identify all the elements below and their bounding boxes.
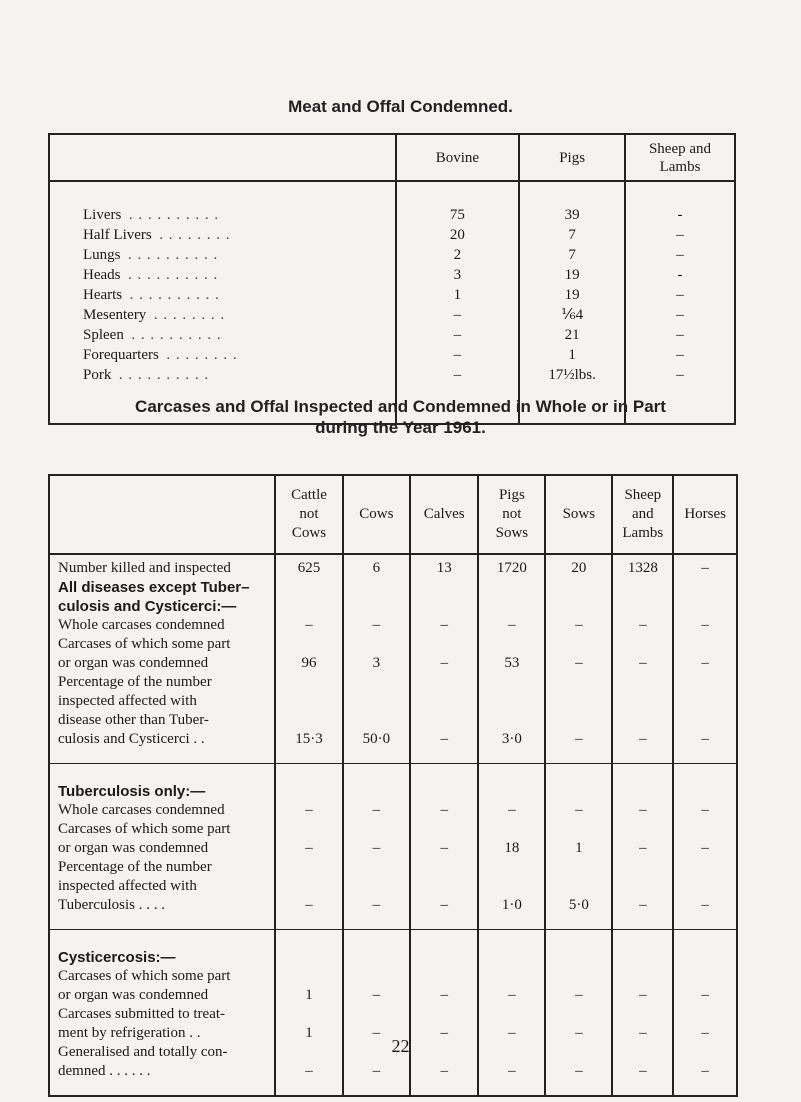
section-title: Tuberculosis only:— xyxy=(58,783,206,800)
offal-condemned-table xyxy=(48,133,736,425)
cell-calves xyxy=(410,635,478,673)
table-row xyxy=(49,325,735,345)
cell-cows xyxy=(343,764,410,821)
cell-value: – xyxy=(305,1063,313,1079)
cell-pigs-not-sows xyxy=(478,930,545,1006)
cell-sows xyxy=(545,858,612,930)
table-row xyxy=(49,820,737,858)
cell-value: – xyxy=(639,840,647,856)
cell-value: – xyxy=(508,617,516,633)
row-label-text: Hearts xyxy=(83,287,123,303)
row-label xyxy=(49,554,275,578)
cell-horses xyxy=(673,820,737,858)
cell-horses xyxy=(673,930,737,1006)
cell-bovine: 20 xyxy=(396,225,520,245)
cell-horses xyxy=(673,578,737,635)
row-label xyxy=(49,325,396,345)
cell-cows xyxy=(343,930,410,1006)
page-number: 22 xyxy=(391,1036,410,1056)
cell-value: – xyxy=(440,987,448,1003)
cell-value: 1720 xyxy=(496,560,527,576)
row-label-line: demned . . . . . . xyxy=(58,1063,151,1079)
cell-sheep-and-lambs xyxy=(612,930,673,1006)
cell-value: – xyxy=(305,802,313,818)
cell-sheep-and-lambs xyxy=(612,673,673,764)
section-heading xyxy=(0,396,801,438)
row-label-line: Percentage of the number xyxy=(58,859,212,875)
cell-cattle-not-cows xyxy=(275,820,343,858)
cell-sows xyxy=(545,673,612,764)
row-label-text: Half Livers xyxy=(83,227,152,243)
cell-bovine: 3 xyxy=(396,265,520,285)
table-row xyxy=(49,345,735,365)
row-label-line: inspected affected with xyxy=(58,878,197,894)
cell-value: 3 xyxy=(372,655,381,671)
leader-dots: . . . . . . . . . . xyxy=(128,267,219,283)
header-horses xyxy=(673,475,737,554)
cell-value: 13 xyxy=(436,560,452,576)
cell-value: – xyxy=(305,897,313,913)
cell-value: – xyxy=(440,731,448,747)
row-label-text: Forequarters xyxy=(83,347,159,363)
cell-sheep-and-lambs xyxy=(612,764,673,821)
cell-value: – xyxy=(575,1025,583,1041)
cell-value: 50·0 xyxy=(362,731,391,747)
cell-cows xyxy=(343,858,410,930)
row-label xyxy=(49,635,275,673)
row-label-text: Mesentery xyxy=(83,307,147,323)
cell-sows xyxy=(545,554,612,578)
cell-value: – xyxy=(639,1025,647,1041)
cell-pigs: 7 xyxy=(519,225,625,245)
cell-sheep: – xyxy=(625,345,735,365)
header-line: Calves xyxy=(423,506,465,522)
leader-dots: . . . . . . . . . . xyxy=(118,367,210,383)
row-label-line: inspected affected with xyxy=(58,693,197,709)
cell-pigs: 19 xyxy=(519,265,625,285)
cell-cows xyxy=(343,635,410,673)
row-label-line: Whole carcases condemned xyxy=(58,802,225,818)
cell-sows xyxy=(545,820,612,858)
cell-value: – xyxy=(639,897,647,913)
cell-sheep: - xyxy=(625,265,735,285)
cell-value: – xyxy=(575,617,583,633)
leader-dots: . . . . . . . . . . xyxy=(131,327,222,343)
header-bovine: Bovine xyxy=(396,134,520,181)
section-title: All diseases except Tuber– xyxy=(58,579,250,596)
cell-sheep-and-lambs xyxy=(612,858,673,930)
cell-pigs: 19 xyxy=(519,285,625,305)
row-label xyxy=(49,930,275,1006)
cell-value: – xyxy=(639,655,647,671)
cell-value: 53 xyxy=(504,655,520,671)
cell-calves xyxy=(410,820,478,858)
table-row xyxy=(49,245,735,265)
cell-horses xyxy=(673,858,737,930)
header-line: Sheep xyxy=(624,487,662,503)
cell-sheep-and-lambs xyxy=(612,820,673,858)
table-header-row xyxy=(49,475,737,554)
cell-sows xyxy=(545,578,612,635)
row-label-line: Percentage of the number xyxy=(58,674,212,690)
row-label-text: Spleen xyxy=(83,327,124,343)
table-header-row xyxy=(49,134,735,181)
cell-pigs-not-sows xyxy=(478,673,545,764)
cell-value: – xyxy=(440,617,448,633)
cell-horses xyxy=(673,635,737,673)
cell-value: 1 xyxy=(305,1025,313,1041)
header-line: Sows xyxy=(562,506,596,522)
cell-value: 20 xyxy=(571,560,587,576)
leader-dots: . . . . . . . . xyxy=(166,347,238,363)
cell-value: 1·0 xyxy=(501,897,522,913)
cell-bovine: 2 xyxy=(396,245,520,265)
row-label-text: Pork xyxy=(83,367,112,383)
table-row xyxy=(49,554,737,578)
cell-value: – xyxy=(440,897,448,913)
row-label xyxy=(49,265,396,285)
cell-value: – xyxy=(508,1063,516,1079)
cell-cattle-not-cows xyxy=(275,554,343,578)
cell-value: – xyxy=(305,617,313,633)
row-label xyxy=(49,245,396,265)
row-label-line: Carcases submitted to treat- xyxy=(58,1006,226,1022)
cell-value: – xyxy=(701,897,709,913)
row-label-line: culosis and Cysticerci . . xyxy=(58,731,205,747)
cell-value: 3·0 xyxy=(501,731,522,747)
cell-value: – xyxy=(701,802,709,818)
row-label-line: or organ was condemned xyxy=(58,840,209,856)
cell-horses xyxy=(673,673,737,764)
cell-value: – xyxy=(305,840,313,856)
table-row xyxy=(49,181,735,225)
header-line: Cattle xyxy=(291,487,327,503)
cell-sheep-and-lambs xyxy=(612,554,673,578)
row-label xyxy=(49,305,396,325)
cell-value: – xyxy=(372,1063,381,1079)
cell-cows xyxy=(343,578,410,635)
cell-pigs: 21 xyxy=(519,325,625,345)
cell-pigs-not-sows xyxy=(478,635,545,673)
cell-sheep: – xyxy=(625,225,735,245)
cell-bovine: – xyxy=(396,345,520,365)
cell-pigs-not-sows xyxy=(478,764,545,821)
cell-pigs-not-sows xyxy=(478,554,545,578)
section-title: culosis and Cysticerci:— xyxy=(58,598,237,615)
cell-pigs: ⅙4 xyxy=(519,305,625,325)
header-line: not xyxy=(299,506,319,522)
row-label xyxy=(49,225,396,245)
table-row xyxy=(49,285,735,305)
cell-value: – xyxy=(639,731,647,747)
header-line: Horses xyxy=(684,506,726,522)
row-label-line: or organ was condemned xyxy=(58,655,209,671)
cell-value: – xyxy=(508,1025,516,1041)
cell-bovine: – xyxy=(396,305,520,325)
cell-value: – xyxy=(701,560,709,576)
cell-sows xyxy=(545,764,612,821)
cell-sows xyxy=(545,635,612,673)
header-cows xyxy=(343,475,410,554)
cell-pigs: 7 xyxy=(519,245,625,265)
cell-value: 1328 xyxy=(627,560,658,576)
leader-dots: . . . . . . . . xyxy=(159,227,231,243)
row-label-text: Livers xyxy=(83,207,122,223)
cell-value: – xyxy=(701,1025,709,1041)
cell-sheep: – xyxy=(625,245,735,265)
cell-cattle-not-cows xyxy=(275,764,343,821)
cell-value: 5·0 xyxy=(568,897,589,913)
row-label xyxy=(49,345,396,365)
table-row xyxy=(49,305,735,325)
row-label-text: Heads xyxy=(83,267,121,283)
cell-sheep: - xyxy=(625,181,735,225)
cell-calves xyxy=(410,858,478,930)
header-sheep: Sheep and Lambs xyxy=(625,134,735,181)
row-label-line: disease other than Tuber- xyxy=(58,712,209,728)
table-row xyxy=(49,858,737,930)
cell-pigs: 17½lbs. xyxy=(519,365,625,424)
cell-cattle-not-cows xyxy=(275,930,343,1006)
cell-value: 15·3 xyxy=(295,731,323,747)
cell-value: – xyxy=(508,987,516,1003)
leader-dots: . . . . . . . . . . xyxy=(128,247,219,263)
header-pigs-not-sows xyxy=(478,475,545,554)
header-calves xyxy=(410,475,478,554)
cell-pigs-not-sows xyxy=(478,578,545,635)
table-row xyxy=(49,673,737,764)
table-row xyxy=(49,764,737,821)
carcases-inspected-table xyxy=(48,474,738,1097)
row-label xyxy=(49,181,396,225)
cell-value: – xyxy=(372,1025,381,1041)
section-title: Cysticercosis:— xyxy=(58,949,176,966)
row-label xyxy=(49,858,275,930)
cell-sheep-and-lambs xyxy=(612,635,673,673)
header-line: Cows xyxy=(359,506,394,522)
cell-horses xyxy=(673,764,737,821)
table-row xyxy=(49,635,737,673)
cell-value: – xyxy=(440,840,448,856)
cell-value: 6 xyxy=(372,560,381,576)
row-label-text: Lungs xyxy=(83,247,121,263)
cell-sheep: – xyxy=(625,325,735,345)
cell-value: – xyxy=(639,1063,647,1079)
cell-value: – xyxy=(639,617,647,633)
table-row xyxy=(49,265,735,285)
cell-cattle-not-cows xyxy=(275,858,343,930)
row-label-line: Number killed and inspected xyxy=(58,560,231,576)
row-label-line: Carcases of which some part xyxy=(58,636,231,652)
cell-sheep: – xyxy=(625,285,735,305)
row-label-line: Whole carcases condemned xyxy=(58,617,225,633)
cell-value: 1 xyxy=(575,840,583,856)
cell-value: 18 xyxy=(504,840,520,856)
cell-cattle-not-cows xyxy=(275,673,343,764)
row-label-line: ment by refrigeration . . xyxy=(58,1025,201,1041)
cell-value: – xyxy=(372,617,381,633)
cell-calves xyxy=(410,930,478,1006)
cell-sheep: – xyxy=(625,365,735,424)
header-blank xyxy=(49,475,275,554)
cell-value: – xyxy=(508,802,516,818)
cell-value: – xyxy=(372,987,381,1003)
cell-value: – xyxy=(575,731,583,747)
table-row xyxy=(49,578,737,635)
cell-bovine: – xyxy=(396,325,520,345)
cell-cows xyxy=(343,820,410,858)
cell-value: – xyxy=(372,840,381,856)
cell-horses xyxy=(673,554,737,578)
header-line: Pigs xyxy=(498,487,525,503)
cell-value: – xyxy=(440,655,448,671)
header-pigs: Pigs xyxy=(519,134,625,181)
cell-value: – xyxy=(639,802,647,818)
header-line: Sows xyxy=(495,525,529,541)
cell-value: – xyxy=(701,655,709,671)
cell-pigs: 1 xyxy=(519,345,625,365)
section-heading-line-1: Carcases and Offal Inspected and Condemned in Whole or in Part xyxy=(135,397,666,416)
cell-value: – xyxy=(440,1063,448,1079)
table-row xyxy=(49,930,737,1006)
cell-value: – xyxy=(575,802,583,818)
header-line: not xyxy=(502,506,522,522)
row-label-line: Carcases of which some part xyxy=(58,821,231,837)
cell-value: – xyxy=(440,802,448,818)
table-row xyxy=(49,225,735,245)
cell-sheep-and-lambs xyxy=(612,578,673,635)
cell-value: 96 xyxy=(301,655,317,671)
row-label-line: or organ was condemned xyxy=(58,987,209,1003)
cell-pigs: 39 xyxy=(519,181,625,225)
cell-value: – xyxy=(701,617,709,633)
cell-pigs-not-sows xyxy=(478,858,545,930)
cell-value: – xyxy=(701,840,709,856)
leader-dots: . . . . . . . . . . xyxy=(129,287,220,303)
cell-calves xyxy=(410,673,478,764)
row-label xyxy=(49,764,275,821)
cell-value: – xyxy=(575,987,583,1003)
cell-cows xyxy=(343,554,410,578)
row-label-line: Carcases of which some part xyxy=(58,968,231,984)
row-label-line: Generalised and totally con- xyxy=(58,1044,228,1060)
cell-value: – xyxy=(701,731,709,747)
cell-value: – xyxy=(575,1063,583,1079)
header-sows xyxy=(545,475,612,554)
row-label xyxy=(49,820,275,858)
cell-value: – xyxy=(639,987,647,1003)
section-heading-line-2: during the Year 1961. xyxy=(315,418,486,437)
cell-value: – xyxy=(575,655,583,671)
header-cattle-not-cows xyxy=(275,475,343,554)
row-label xyxy=(49,673,275,764)
header-line: Cows xyxy=(291,525,327,541)
cell-value: 625 xyxy=(297,560,321,576)
cell-bovine: 1 xyxy=(396,285,520,305)
cell-calves xyxy=(410,764,478,821)
cell-sows xyxy=(545,930,612,1006)
cell-bovine: – xyxy=(396,365,520,424)
cell-cattle-not-cows xyxy=(275,635,343,673)
row-label-line: Tuberculosis . . . . xyxy=(58,897,165,913)
row-label xyxy=(49,285,396,305)
cell-value: – xyxy=(701,1063,709,1079)
page-title: Meat and Offal Condemned. xyxy=(288,97,513,116)
cell-cattle-not-cows xyxy=(275,578,343,635)
cell-value: – xyxy=(440,1025,448,1041)
cell-calves xyxy=(410,578,478,635)
leader-dots: . . . . . . . . xyxy=(153,307,226,323)
cell-value: – xyxy=(372,802,381,818)
cell-value: 1 xyxy=(305,987,313,1003)
header-line: and xyxy=(631,506,654,522)
leader-dots: . . . . . . . . . . xyxy=(128,207,220,223)
header-line: Lambs xyxy=(622,525,664,541)
cell-pigs-not-sows xyxy=(478,820,545,858)
cell-cows xyxy=(343,673,410,764)
cell-value: – xyxy=(372,897,381,913)
cell-calves xyxy=(410,554,478,578)
cell-sheep: – xyxy=(625,305,735,325)
row-label xyxy=(49,578,275,635)
cell-bovine: 75 xyxy=(396,181,520,225)
cell-value: – xyxy=(701,987,709,1003)
header-sheep-and-lambs xyxy=(612,475,673,554)
header-blank xyxy=(49,134,396,181)
